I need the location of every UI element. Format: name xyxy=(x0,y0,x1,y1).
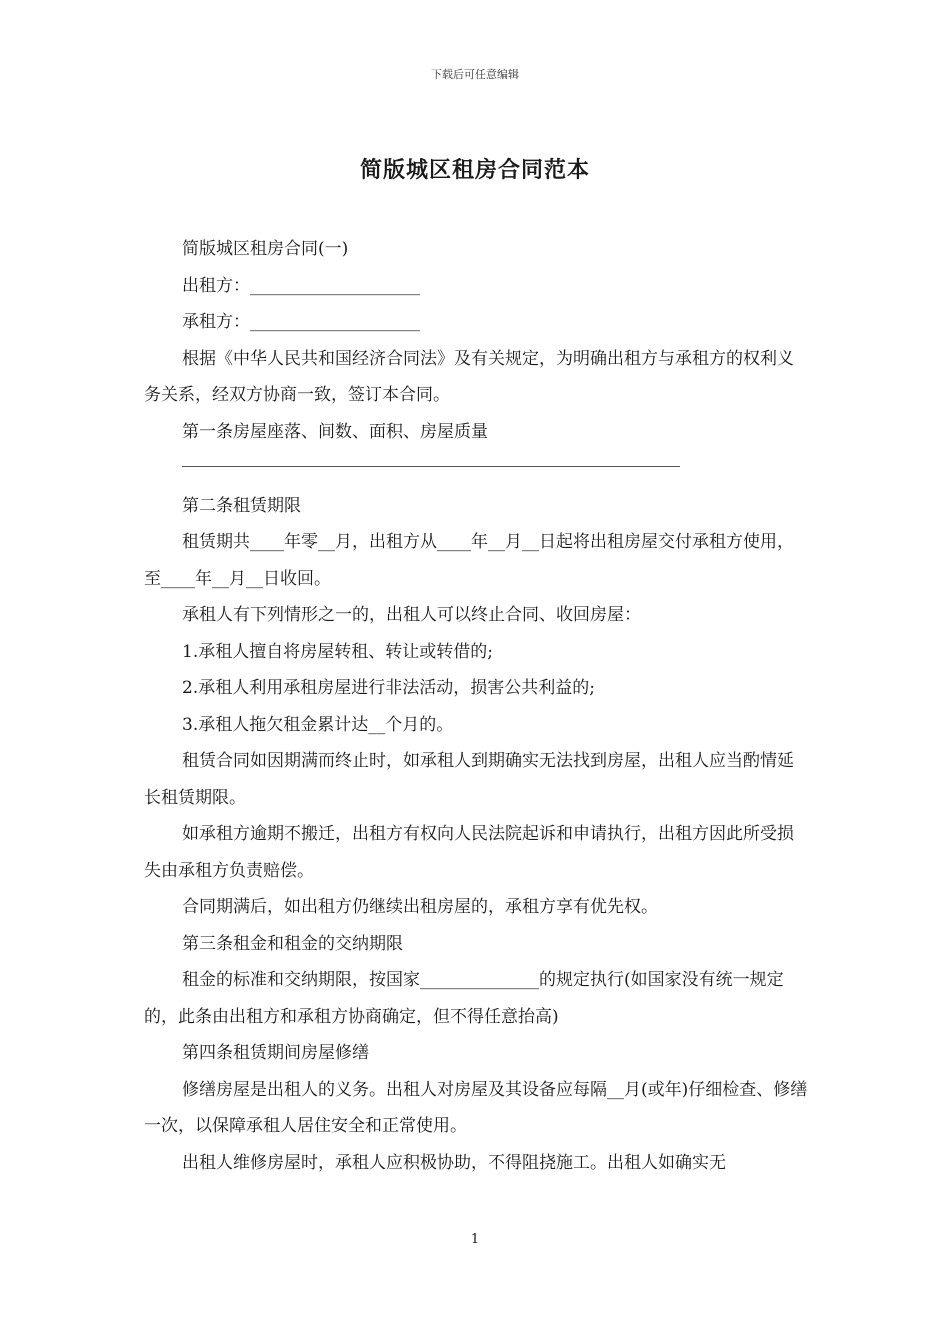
paragraph-priority-right: 合同期满后，如出租方仍继续出租房屋的，承租方享有优先权。 xyxy=(182,897,658,917)
paragraph-preamble: 根据《中华人民共和国经济合同法》及有关规定，为明确出租方与承租方的权利义务关系，经双方协商一致，签订本合同。 xyxy=(144,348,794,405)
paragraph-repair-duty: 修缮房屋是出租人的义务。出租人对房屋及其设备应每隔__月(或年)仔细检查、修缮一次，以保障承租人居住安全和正常使用。 xyxy=(144,1079,808,1136)
paragraph-lease-term: 租赁期共____年零__月，出租方从____年__月__日起将出租房屋交付承租方使用，至____年__月__日收回。 xyxy=(144,532,794,589)
paragraph-rent-standard: 租金的标准和交纳期限，按国家______________的规定执行(如国家没有统一规定的，此条由出租方和承租方协商确定，但不得任意抬高) xyxy=(144,970,784,1027)
document-body xyxy=(144,231,808,1181)
page-number: 1 xyxy=(470,1232,480,1247)
paragraph-lessor: 出租方：____________________ xyxy=(182,275,420,296)
paragraph-contract-subtitle: 简版城区租房合同(一) xyxy=(182,239,349,259)
paragraph-article-4-heading: 第四条租赁期间房屋修缮 xyxy=(182,1043,369,1063)
list-item-termination-2: 2.承租人利用承租房屋进行非法活动，损害公共利益的; xyxy=(182,678,595,698)
list-item-termination-1: 1.承租人擅自将房屋转租、转让或转借的; xyxy=(182,641,493,662)
paragraph-termination-intro: 承租人有下列情形之一的，出租人可以终止合同、收回房屋： xyxy=(182,605,641,625)
paragraph-article-2-heading: 第二条租赁期限 xyxy=(182,495,301,516)
paragraph-overstay: 如承租方逾期不搬迁，出租方有权向人民法院起诉和申请执行，出租方因此所受损失由承租方负责赔偿。 xyxy=(144,824,794,881)
document-title: 简版城区租房合同范本 xyxy=(359,158,590,183)
fill-in-blank-line xyxy=(182,450,680,467)
paragraph-repair-cooperation: 出租人维修房屋时，承租人应积极协助，不得阻挠施工。出租人如确实无 xyxy=(182,1152,726,1173)
list-item-termination-3: 3.承租人拖欠租金累计达__个月的。 xyxy=(182,714,454,735)
page-header: 下载后可任意编辑 xyxy=(431,68,519,81)
paragraph-lessee: 承租方：____________________ xyxy=(182,312,420,332)
paragraph-article-3-heading: 第三条租金和租金的交纳期限 xyxy=(182,933,403,954)
paragraph-extension: 租赁合同如因期满而终止时，如承租人到期确实无法找到房屋，出租人应当酌情延长租赁期限。 xyxy=(144,751,794,808)
paragraph-article-1-heading: 第一条房屋座落、间数、面积、房屋质量 xyxy=(182,421,488,442)
